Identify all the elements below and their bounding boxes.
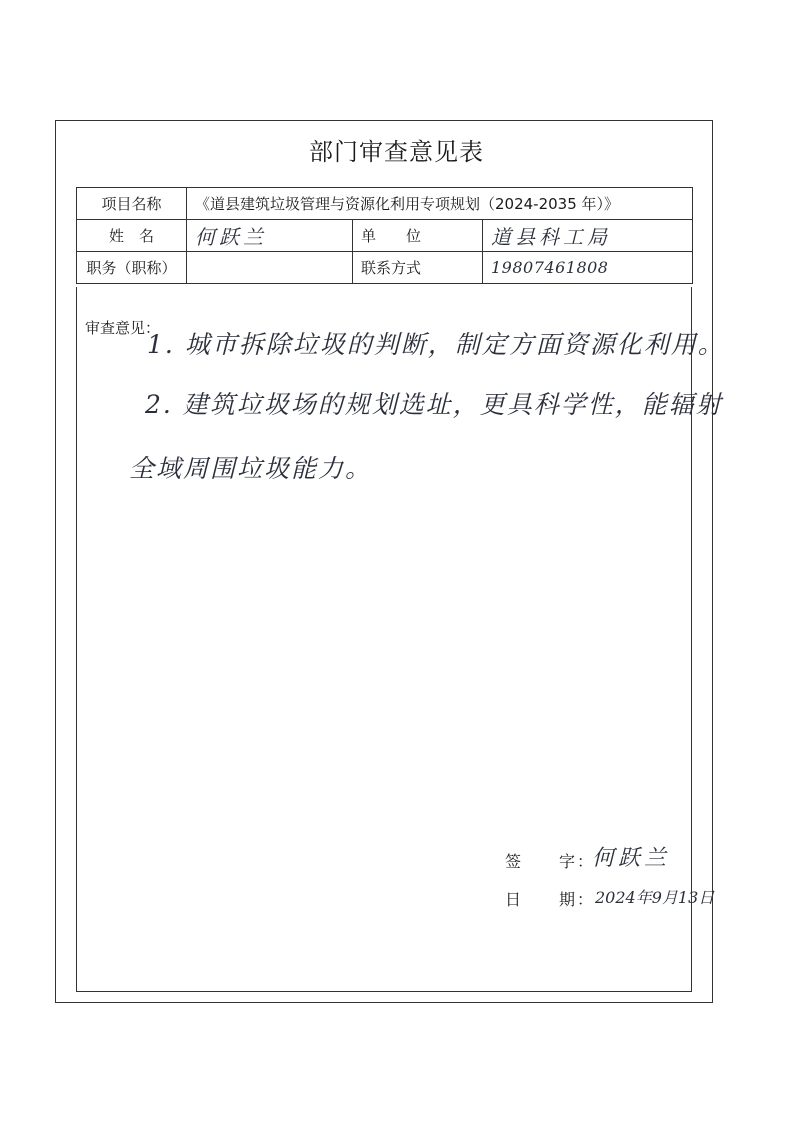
sign-label: 签 字： (505, 852, 596, 871)
project-name-label: 项目名称 (77, 188, 187, 220)
project-row (77, 188, 693, 220)
position-label: 职务（职称） (77, 252, 187, 284)
name-value: 何跃兰 (187, 220, 353, 252)
project-name-value: 《道县建筑垃圾管理与资源化利用专项规划（2024-2035 年）》 (187, 188, 693, 220)
opinion-line-1: 1. 城市拆除垃圾的判断，制定方面资源化利用。 (147, 330, 725, 359)
opinion-line-3: 全域周围垃圾能力。 (129, 454, 373, 483)
position-row (77, 252, 693, 284)
date-value: 2024年9月13日 (595, 888, 715, 907)
unit-label: 单 位 (353, 220, 483, 252)
opinion-label: 审查意见： (85, 319, 161, 337)
contact-label: 联系方式 (353, 252, 483, 284)
date-label: 日 期： (505, 890, 596, 909)
position-value (187, 252, 353, 284)
opinion-line-2: 2. 建筑垃圾场的规划选址，更具科学性，能辐射 (145, 390, 723, 419)
contact-value: 19807461808 (483, 252, 693, 284)
info-table (76, 187, 693, 284)
name-label: 姓 名 (77, 220, 187, 252)
form-title: 部门审查意见表 (309, 138, 484, 166)
name-row (77, 220, 693, 252)
sign-value: 何跃兰 (592, 846, 671, 871)
opinion-box (76, 287, 725, 992)
unit-value: 道县科工局 (483, 220, 693, 252)
